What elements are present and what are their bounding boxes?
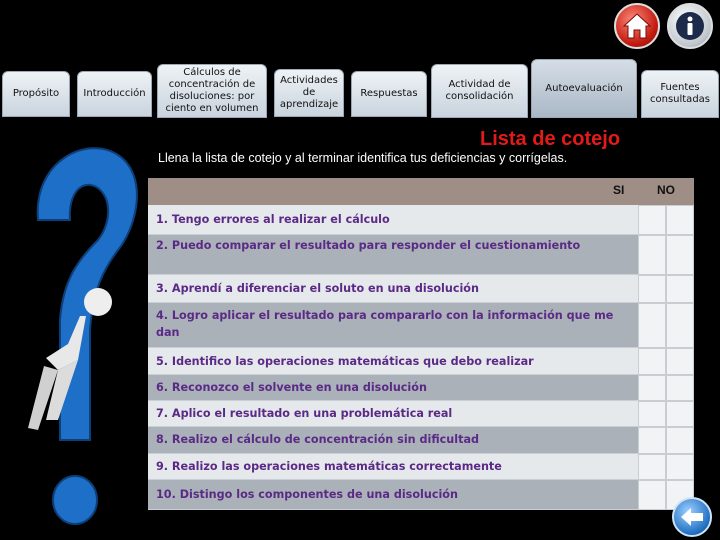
checkbox-no-1[interactable] [666, 205, 694, 235]
page-title: Lista de cotejo [480, 128, 621, 150]
checkbox-si-3[interactable] [638, 275, 666, 303]
checklist-item: 9. Realizo las operaciones matemáticas correctamente [148, 454, 638, 480]
checkbox-si-4[interactable] [638, 303, 666, 348]
tab-actividades[interactable]: Actividades de aprendizaje [274, 69, 344, 117]
checkbox-no-3[interactable] [666, 275, 694, 303]
checkbox-no-5[interactable] [666, 348, 694, 375]
checkbox-no-8[interactable] [666, 427, 694, 454]
tab-calculos[interactable]: Cálculos de concentración de disoluciones: por ciento en volumen [157, 64, 267, 118]
tab-introduccion[interactable]: Introducción [77, 71, 152, 117]
checkbox-no-4[interactable] [666, 303, 694, 348]
checkbox-no-9[interactable] [666, 454, 694, 480]
checklist-item: 7. Aplico el resultado en una problemática real [148, 401, 638, 427]
checkbox-si-8[interactable] [638, 427, 666, 454]
checklist-item: 10. Distingo los componentes de una disolución [148, 480, 638, 510]
checklist-item: 8. Realizo el cálculo de concentración sin dificultad [148, 427, 638, 454]
checkbox-si-6[interactable] [638, 375, 666, 401]
checklist-item: 4. Logro aplicar el resultado para compararlo con la información que me dan [148, 303, 638, 348]
checklist-item: 3. Aprendí a diferenciar el soluto en una disolución [148, 275, 638, 303]
checklist-item: 6. Reconozco el solvente en una disolución [148, 375, 638, 401]
checklist-table [148, 178, 694, 510]
column-header-si: SI [613, 183, 625, 197]
instructions-text: Llena la lista de cotejo y al terminar identifica tus deficiencias y corrígelas. [158, 151, 568, 165]
info-icon [674, 10, 706, 42]
checkbox-si-1[interactable] [638, 205, 666, 235]
tab-autoevaluacion[interactable]: Autoevaluación [531, 59, 637, 118]
question-mark-figure [18, 130, 148, 540]
checkbox-si-5[interactable] [638, 348, 666, 375]
checkbox-no-2[interactable] [666, 235, 694, 275]
checkbox-si-10[interactable] [638, 480, 666, 510]
checkbox-no-7[interactable] [666, 401, 694, 427]
checkbox-si-7[interactable] [638, 401, 666, 427]
checklist-item: 5. Identifico las operaciones matemáticas que debo realizar [148, 348, 638, 375]
back-button[interactable] [672, 497, 712, 537]
checklist-item: 2. Puedo comparar el resultado para responder el cuestionamiento [148, 235, 638, 275]
back-arrow-icon [679, 506, 705, 528]
checklist-item: 1. Tengo errores al realizar el cálculo [148, 205, 638, 235]
info-button[interactable] [667, 3, 713, 49]
checkbox-si-2[interactable] [638, 235, 666, 275]
tab-respuestas[interactable]: Respuestas [351, 71, 427, 117]
checkbox-no-6[interactable] [666, 375, 694, 401]
home-icon [622, 12, 652, 40]
home-button[interactable] [614, 3, 660, 49]
tab-consolidacion[interactable]: Actividad de consolidación [431, 64, 528, 118]
tab-proposito[interactable]: Propósito [2, 71, 70, 117]
checkbox-si-9[interactable] [638, 454, 666, 480]
tab-fuentes[interactable]: Fuentes consultadas [641, 70, 719, 118]
column-header-no: NO [657, 183, 675, 197]
